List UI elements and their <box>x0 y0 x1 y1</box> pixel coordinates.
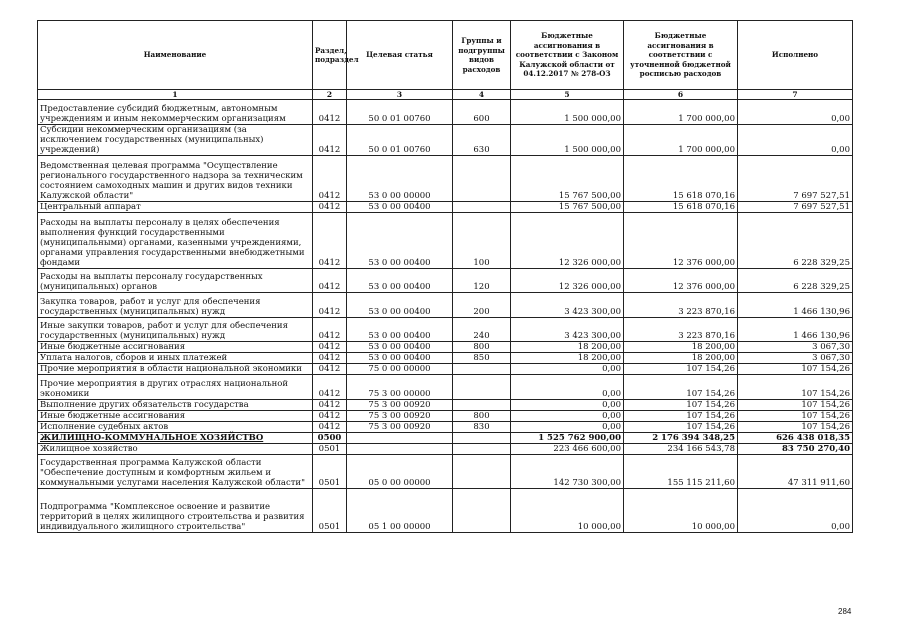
cell-refined: 155 115 211,60 <box>624 455 738 489</box>
cell-grp <box>453 444 511 455</box>
cell-grp <box>453 400 511 411</box>
cell-razdel: 0412 <box>313 364 347 375</box>
cell-grp <box>453 364 511 375</box>
cell-name: Государственная программа Калужской области "Обеспечение доступным и комфортным жильем и коммунальными услугами населения Калужской области" <box>38 455 313 489</box>
cell-name: Уплата налогов, сборов и иных платежей <box>38 353 313 364</box>
cell-refined: 12 376 000,00 <box>624 269 738 293</box>
cell-law: 0,00 <box>511 375 624 400</box>
cell-exec: 1 466 130,96 <box>738 318 853 342</box>
cell-name: ЖИЛИЩНО-КОММУНАЛЬНОЕ ХОЗЯЙСТВО <box>38 433 313 444</box>
table-row <box>38 400 853 411</box>
cell-refined: 3 223 870,16 <box>624 318 738 342</box>
cell-refined: 107 154,26 <box>624 375 738 400</box>
cell-exec: 47 311 911,60 <box>738 455 853 489</box>
cell-name: Жилищное хозяйство <box>38 444 313 455</box>
cell-razdel: 0412 <box>313 269 347 293</box>
cell-grp: 600 <box>453 100 511 125</box>
cell-law: 0,00 <box>511 411 624 422</box>
cell-exec: 1 466 130,96 <box>738 293 853 318</box>
table-row <box>38 422 853 433</box>
cell-name: Прочие мероприятия в области национальной экономики <box>38 364 313 375</box>
cell-law: 0,00 <box>511 400 624 411</box>
cell-cel: 05 1 00 00000 <box>347 489 453 533</box>
cell-law: 142 730 300,00 <box>511 455 624 489</box>
cell-grp <box>453 455 511 489</box>
column-number: 3 <box>347 90 453 100</box>
cell-cel <box>347 433 453 444</box>
cell-name: Предоставление субсидий бюджетным, автономным учреждениям и иным некоммерческим организациям <box>38 100 313 125</box>
cell-refined: 18 200,00 <box>624 342 738 353</box>
cell-cel: 53 0 00 00400 <box>347 353 453 364</box>
cell-exec: 6 228 329,25 <box>738 213 853 269</box>
cell-law: 3 423 300,00 <box>511 293 624 318</box>
cell-razdel: 0412 <box>313 202 347 213</box>
column-number: 6 <box>624 90 738 100</box>
cell-cel: 50 0 01 00760 <box>347 100 453 125</box>
cell-law: 0,00 <box>511 422 624 433</box>
cell-refined: 12 376 000,00 <box>624 213 738 269</box>
cell-exec: 3 067,30 <box>738 353 853 364</box>
cell-exec: 0,00 <box>738 100 853 125</box>
cell-refined: 1 700 000,00 <box>624 100 738 125</box>
cell-exec: 626 438 018,35 <box>738 433 853 444</box>
cell-name: Иные закупки товаров, работ и услуг для обеспечения государственных (муниципальных) нужд <box>38 318 313 342</box>
cell-razdel: 0412 <box>313 411 347 422</box>
cell-cel: 75 3 00 00920 <box>347 411 453 422</box>
cell-law: 1 500 000,00 <box>511 100 624 125</box>
cell-exec: 107 154,26 <box>738 375 853 400</box>
cell-law: 18 200,00 <box>511 353 624 364</box>
column-number: 7 <box>738 90 853 100</box>
header-razdel: Раздел, подраздел <box>313 21 347 90</box>
table-row <box>38 202 853 213</box>
table-row <box>38 156 853 202</box>
header-name: Наименование <box>38 21 313 90</box>
cell-grp: 630 <box>453 125 511 156</box>
cell-name: Ведомственная целевая программа "Осуществление регионального государственного надзора за техническим состоянием самоходных машин и других видов техники Калужской области" <box>38 156 313 202</box>
cell-grp <box>453 156 511 202</box>
cell-law: 223 466 600,00 <box>511 444 624 455</box>
cell-razdel: 0412 <box>313 400 347 411</box>
cell-name: Расходы на выплаты персоналу в целях обеспечения выполнения функций государственными (муниципальными) органами, казенными учреждениями, органами управления государственными внебюджетными фондами <box>38 213 313 269</box>
table-row <box>38 364 853 375</box>
cell-grp: 120 <box>453 269 511 293</box>
table-header-row <box>38 21 853 90</box>
column-number-row <box>38 90 853 100</box>
cell-exec: 7 697 527,51 <box>738 156 853 202</box>
cell-razdel: 0412 <box>313 342 347 353</box>
cell-cel: 50 0 01 00760 <box>347 125 453 156</box>
cell-exec: 107 154,26 <box>738 364 853 375</box>
table-row <box>38 318 853 342</box>
column-number: 2 <box>313 90 347 100</box>
budget-table <box>37 20 853 533</box>
table-row <box>38 433 853 444</box>
table-row <box>38 342 853 353</box>
cell-refined: 10 000,00 <box>624 489 738 533</box>
cell-name: Выполнение других обязательств государства <box>38 400 313 411</box>
cell-law: 1 525 762 900,00 <box>511 433 624 444</box>
cell-refined: 18 200,00 <box>624 353 738 364</box>
table-row <box>38 269 853 293</box>
cell-razdel: 0412 <box>313 353 347 364</box>
cell-razdel: 0501 <box>313 455 347 489</box>
cell-razdel: 0412 <box>313 422 347 433</box>
cell-refined: 3 223 870,16 <box>624 293 738 318</box>
header-celevaya: Целевая статья <box>347 21 453 90</box>
cell-cel: 53 0 00 00400 <box>347 318 453 342</box>
cell-exec: 107 154,26 <box>738 400 853 411</box>
cell-cel <box>347 444 453 455</box>
cell-grp: 800 <box>453 411 511 422</box>
cell-refined: 234 166 543,78 <box>624 444 738 455</box>
cell-exec: 107 154,26 <box>738 411 853 422</box>
table-row <box>38 444 853 455</box>
cell-razdel: 0412 <box>313 213 347 269</box>
cell-law: 12 326 000,00 <box>511 269 624 293</box>
table-row <box>38 375 853 400</box>
page-number: 284 <box>838 607 852 616</box>
cell-cel: 53 0 00 00400 <box>347 213 453 269</box>
table-row <box>38 293 853 318</box>
cell-law: 3 423 300,00 <box>511 318 624 342</box>
cell-refined: 107 154,26 <box>624 411 738 422</box>
table-row <box>38 411 853 422</box>
cell-razdel: 0412 <box>313 100 347 125</box>
column-number: 4 <box>453 90 511 100</box>
cell-refined: 107 154,26 <box>624 364 738 375</box>
cell-exec: 0,00 <box>738 489 853 533</box>
cell-grp: 200 <box>453 293 511 318</box>
cell-cel: 75 3 00 00920 <box>347 422 453 433</box>
cell-cel: 75 0 00 00000 <box>347 364 453 375</box>
cell-cel: 05 0 00 00000 <box>347 455 453 489</box>
cell-grp <box>453 489 511 533</box>
cell-razdel: 0412 <box>313 375 347 400</box>
column-number: 1 <box>38 90 313 100</box>
cell-law: 10 000,00 <box>511 489 624 533</box>
cell-cel: 75 3 00 00000 <box>347 375 453 400</box>
cell-name: Расходы на выплаты персоналу государственных (муниципальных) органов <box>38 269 313 293</box>
cell-exec: 3 067,30 <box>738 342 853 353</box>
cell-name: Субсидии некоммерческим организациям (за исключением государственных (муниципальных) учреждений) <box>38 125 313 156</box>
cell-refined: 15 618 070,16 <box>624 156 738 202</box>
cell-law: 15 767 500,00 <box>511 156 624 202</box>
cell-cel: 75 3 00 00920 <box>347 400 453 411</box>
header-executed: Исполнено <box>738 21 853 90</box>
cell-name: Иные бюджетные ассигнования <box>38 342 313 353</box>
cell-cel: 53 0 00 00400 <box>347 342 453 353</box>
cell-name: Центральный аппарат <box>38 202 313 213</box>
cell-exec: 0,00 <box>738 125 853 156</box>
cell-name: Закупка товаров, работ и услуг для обеспечения государственных (муниципальных) нужд <box>38 293 313 318</box>
cell-law: 1 500 000,00 <box>511 125 624 156</box>
table-row <box>38 100 853 125</box>
cell-grp: 830 <box>453 422 511 433</box>
header-assign-law: Бюджетные ассигнования в соответствии с Законом Калужской области от 04.12.2017 № 278-ОЗ <box>511 21 624 90</box>
cell-exec: 83 750 270,40 <box>738 444 853 455</box>
table-row <box>38 455 853 489</box>
column-number: 5 <box>511 90 624 100</box>
cell-grp: 240 <box>453 318 511 342</box>
table-row <box>38 489 853 533</box>
cell-grp: 850 <box>453 353 511 364</box>
cell-exec: 7 697 527,51 <box>738 202 853 213</box>
cell-exec: 6 228 329,25 <box>738 269 853 293</box>
cell-cel: 53 0 00 00400 <box>347 269 453 293</box>
cell-grp <box>453 375 511 400</box>
cell-grp <box>453 433 511 444</box>
cell-razdel: 0501 <box>313 444 347 455</box>
cell-refined: 2 176 394 348,25 <box>624 433 738 444</box>
cell-razdel: 0412 <box>313 156 347 202</box>
cell-refined: 107 154,26 <box>624 400 738 411</box>
table-row <box>38 353 853 364</box>
cell-grp: 800 <box>453 342 511 353</box>
cell-law: 15 767 500,00 <box>511 202 624 213</box>
cell-law: 0,00 <box>511 364 624 375</box>
cell-razdel: 0412 <box>313 318 347 342</box>
cell-exec: 107 154,26 <box>738 422 853 433</box>
cell-refined: 1 700 000,00 <box>624 125 738 156</box>
cell-law: 12 326 000,00 <box>511 213 624 269</box>
cell-law: 18 200,00 <box>511 342 624 353</box>
cell-cel: 53 0 00 00400 <box>347 293 453 318</box>
cell-refined: 15 618 070,16 <box>624 202 738 213</box>
cell-name: Иные бюджетные ассигнования <box>38 411 313 422</box>
cell-cel: 53 0 00 00000 <box>347 156 453 202</box>
cell-grp: 100 <box>453 213 511 269</box>
cell-name: Исполнение судебных актов <box>38 422 313 433</box>
cell-name: Подпрограмма "Комплексное освоение и развитие территорий в целях жилищного строительства и развития индивидуального жилищного строительства" <box>38 489 313 533</box>
table-row <box>38 213 853 269</box>
cell-grp <box>453 202 511 213</box>
table-row <box>38 125 853 156</box>
header-assign-refined: Бюджетные ассигнования в соответствии с уточненной бюджетной росписью расходов <box>624 21 738 90</box>
header-gruppy: Группы и подгруппы видов расходов <box>453 21 511 90</box>
cell-razdel: 0501 <box>313 489 347 533</box>
cell-cel: 53 0 00 00400 <box>347 202 453 213</box>
cell-razdel: 0412 <box>313 293 347 318</box>
cell-name: Прочие мероприятия в других отраслях национальной экономики <box>38 375 313 400</box>
cell-razdel: 0500 <box>313 433 347 444</box>
cell-razdel: 0412 <box>313 125 347 156</box>
cell-refined: 107 154,26 <box>624 422 738 433</box>
